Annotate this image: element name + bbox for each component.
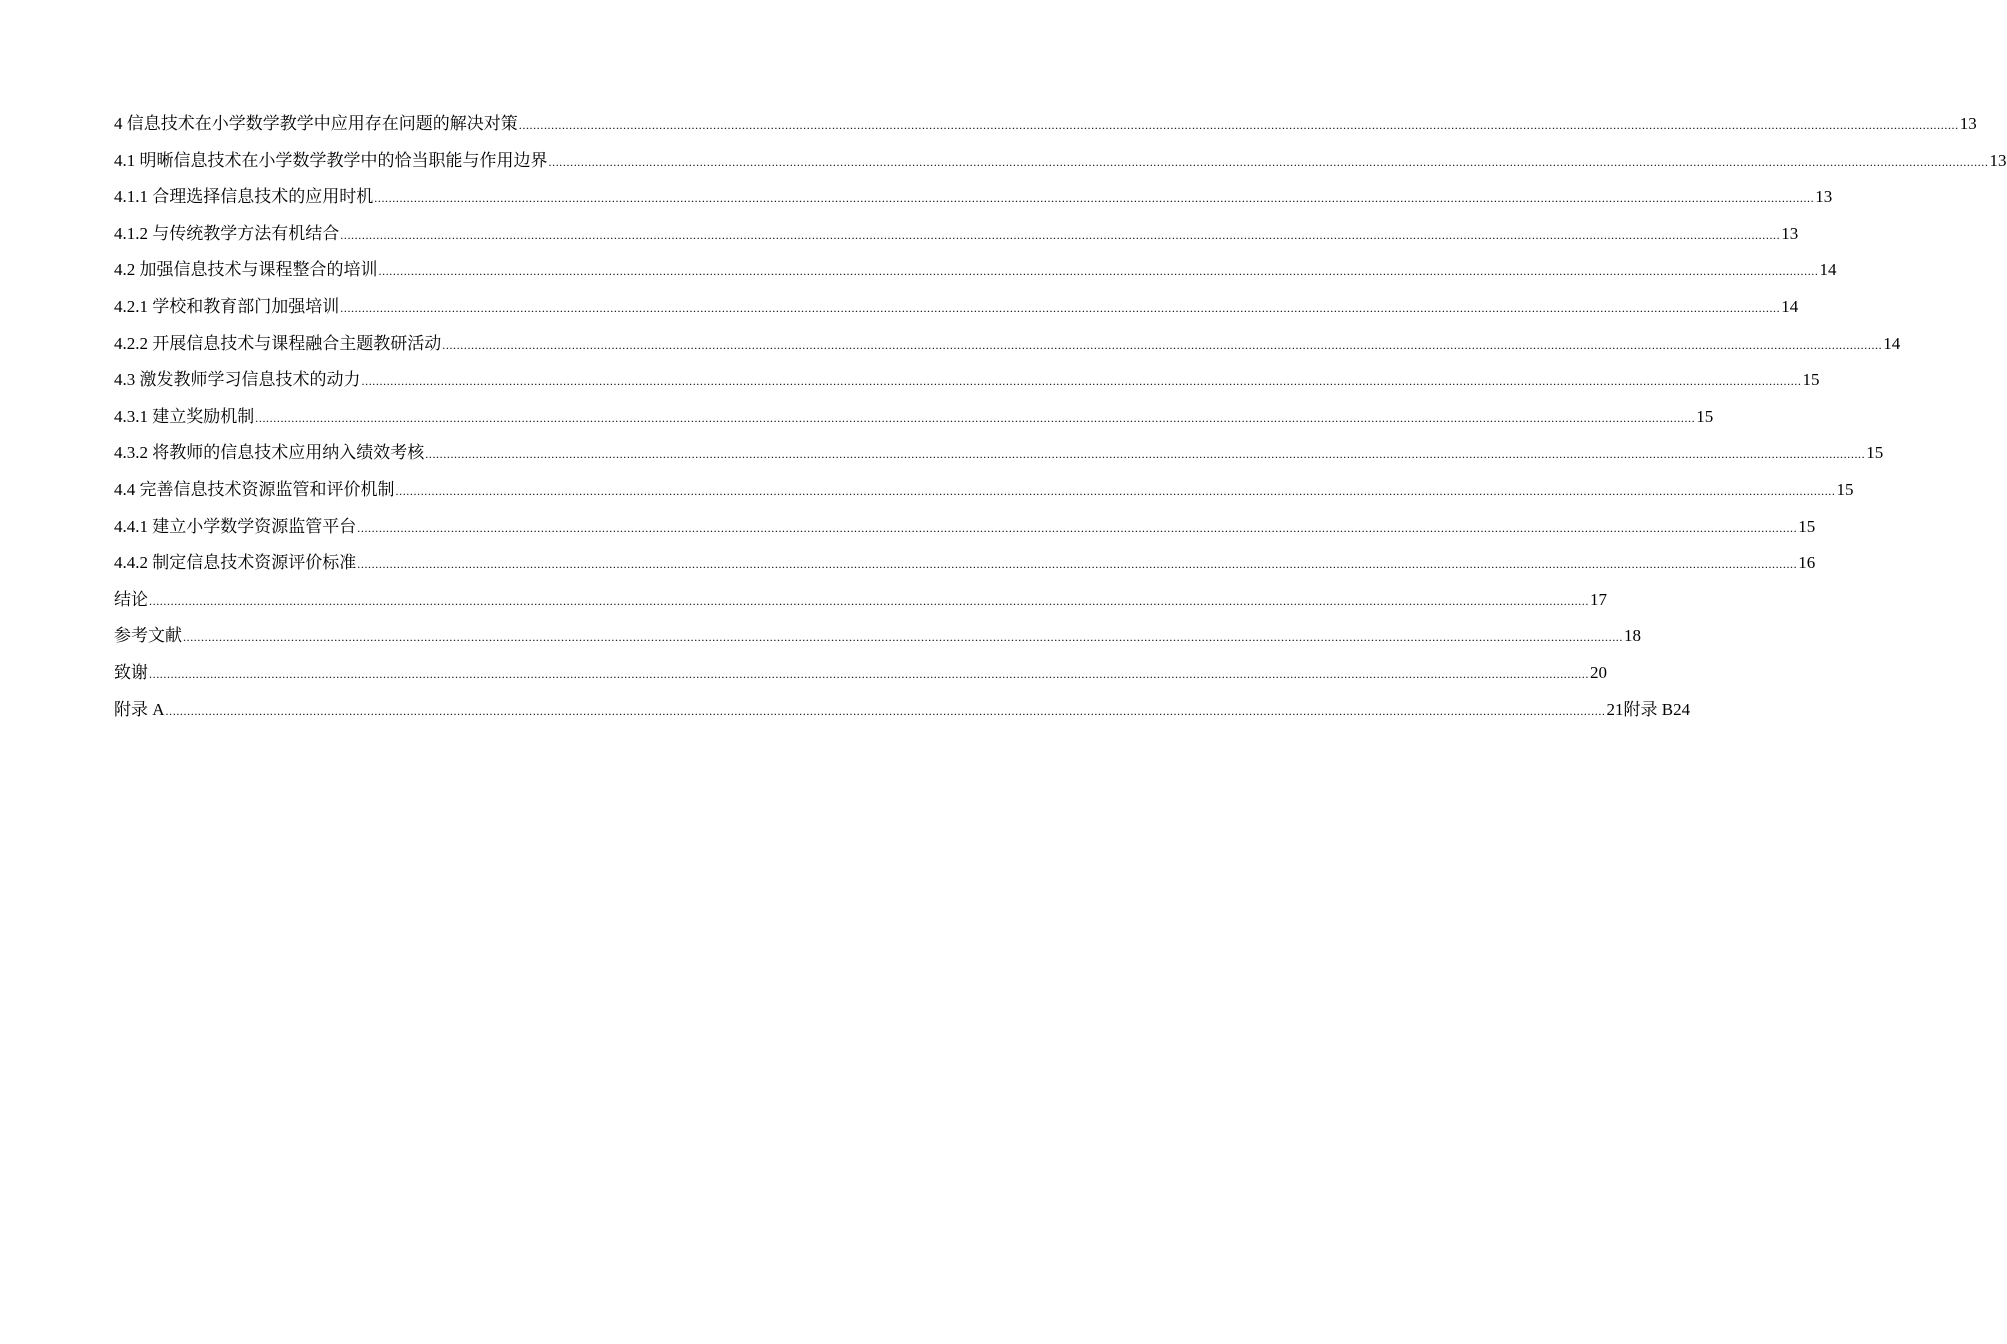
toc-dot-leader: ................................................................................................................................................................................................................................................................................................................................................................................................................ [518, 118, 1959, 132]
toc-entry[interactable] [114, 222, 1799, 259]
toc-entry[interactable] [114, 515, 1816, 552]
toc-entry[interactable] [114, 551, 1816, 588]
toc-dot-leader: ................................................................................................................................................................................................................................................................................................................................................................................................................ [357, 520, 1798, 535]
toc-entry[interactable] [114, 112, 1977, 149]
toc-entry-appendix-b: 附录 B24 [1623, 699, 1691, 719]
toc-entry[interactable] [114, 478, 1854, 515]
toc-dot-leader: ................................................................................................................................................................................................................................................................................................................................................................................................................ [395, 483, 1836, 498]
toc-dot-leader: ................................................................................................................................................................................................................................................................................................................................................................................................................ [183, 630, 1623, 645]
toc-entry-title: 4.1 明晰信息技术在小学数学教学中的恰当职能与作用边界 [114, 150, 548, 170]
toc-entry-title: 致谢 [114, 662, 148, 682]
toc-entry-title: 4.3.2 将教师的信息技术应用纳入绩效考核 [114, 443, 425, 463]
toc-entry[interactable] [114, 661, 1607, 698]
toc-entry-title: 附录 A [114, 699, 165, 719]
toc-entry[interactable] [114, 441, 1884, 478]
toc-entry-page-number: 14 [1883, 333, 1901, 353]
toc-entry-title: 4.3 激发教师学习信息技术的动力 [114, 370, 361, 390]
toc-dot-leader: ................................................................................................................................................................................................................................................................................................................................................................................................................ [442, 337, 1883, 352]
toc-dot-leader: ................................................................................................................................................................................................................................................................................................................................................................................................................ [425, 447, 1866, 462]
toc-entry-page-number: 13 [1989, 150, 2007, 170]
toc-entry-title: 结论 [114, 589, 148, 609]
toc-entry-page-number: 15 [1802, 370, 1820, 390]
toc-entry[interactable] [114, 332, 1901, 369]
toc-entry-page-number: 13 [1815, 187, 1833, 207]
toc-entry-page-number: 17 [1590, 589, 1607, 609]
toc-entry[interactable] [114, 624, 1641, 661]
toc-entry-page-number: 16 [1798, 553, 1816, 573]
toc-entry[interactable] [114, 368, 1820, 405]
toc-entry-title: 参考文献 [114, 626, 182, 646]
toc-entry-page-number: 21 [1606, 699, 1624, 719]
toc-entry-page-number: 13 [1959, 114, 1977, 133]
toc-entry-page-number: 18 [1624, 626, 1641, 646]
toc-entry[interactable] [114, 258, 1837, 295]
toc-entry-title: 4.4.2 制定信息技术资源评价标准 [114, 553, 357, 573]
toc-dot-leader: ................................................................................................................................................................................................................................................................................................................................................................................................................ [374, 191, 1815, 206]
toc-entry-page-number: 15 [1836, 479, 1854, 499]
toc-entry-page-number: 20 [1590, 662, 1607, 682]
toc-entry-title: 4.2.2 开展信息技术与课程融合主题教研活动 [114, 333, 442, 353]
toc-dot-leader: ................................................................................................................................................................................................................................................................................................................................................................................................................ [361, 374, 1802, 389]
toc-dot-leader: ................................................................................................................................................................................................................................................................................................................................................................................................................ [340, 300, 1781, 315]
toc-dot-leader: ................................................................................................................................................................................................................................................................................................................................................................................................................ [165, 703, 1606, 718]
toc-entry-page-number: 13 [1781, 223, 1799, 243]
toc-entry-title: 4.3.1 建立奖励机制 [114, 406, 255, 426]
toc-entry-title: 4.1.1 合理选择信息技术的应用时机 [114, 187, 374, 207]
toc-entry-title: 4.2 加强信息技术与课程整合的培训 [114, 260, 378, 280]
toc-entry[interactable] [114, 295, 1799, 332]
toc-dot-leader: ................................................................................................................................................................................................................................................................................................................................................................................................................ [548, 154, 1989, 169]
toc-dot-leader: ................................................................................................................................................................................................................................................................................................................................................................................................................ [149, 666, 1589, 681]
toc-dot-leader: ................................................................................................................................................................................................................................................................................................................................................................................................................ [255, 410, 1696, 425]
toc-entry-page-number: 15 [1696, 406, 1714, 426]
toc-entry-page-number: 14 [1819, 260, 1837, 280]
toc-dot-leader: ................................................................................................................................................................................................................................................................................................................................................................................................................ [149, 593, 1589, 608]
toc-entry-page-number: 15 [1798, 516, 1816, 536]
toc-dot-leader: ................................................................................................................................................................................................................................................................................................................................................................................................................ [340, 227, 1781, 242]
toc-entry[interactable] [114, 149, 2007, 186]
toc-entry-page-number: 14 [1781, 296, 1799, 316]
toc-entry-page-number: 15 [1866, 443, 1884, 463]
toc-entry-title: 4.4.1 建立小学数学资源监管平台 [114, 516, 357, 536]
toc-entry[interactable] [114, 588, 1607, 625]
toc-entry-title: 4.4 完善信息技术资源监管和评价机制 [114, 479, 395, 499]
toc-entry-title: 4 信息技术在小学数学教学中应用存在问题的解决对策 [114, 114, 518, 133]
toc-entry[interactable] [114, 405, 1714, 442]
toc-entry-appendix[interactable] [114, 698, 1691, 735]
toc-entry-title: 4.1.2 与传统教学方法有机结合 [114, 223, 340, 243]
toc-entry-title: 4.2.1 学校和教育部门加强培训 [114, 296, 340, 316]
toc-dot-leader: ................................................................................................................................................................................................................................................................................................................................................................................................................ [357, 557, 1798, 572]
toc-entry[interactable] [114, 185, 1833, 222]
table-of-contents [114, 112, 2007, 734]
toc-dot-leader: ................................................................................................................................................................................................................................................................................................................................................................................................................ [378, 264, 1819, 279]
